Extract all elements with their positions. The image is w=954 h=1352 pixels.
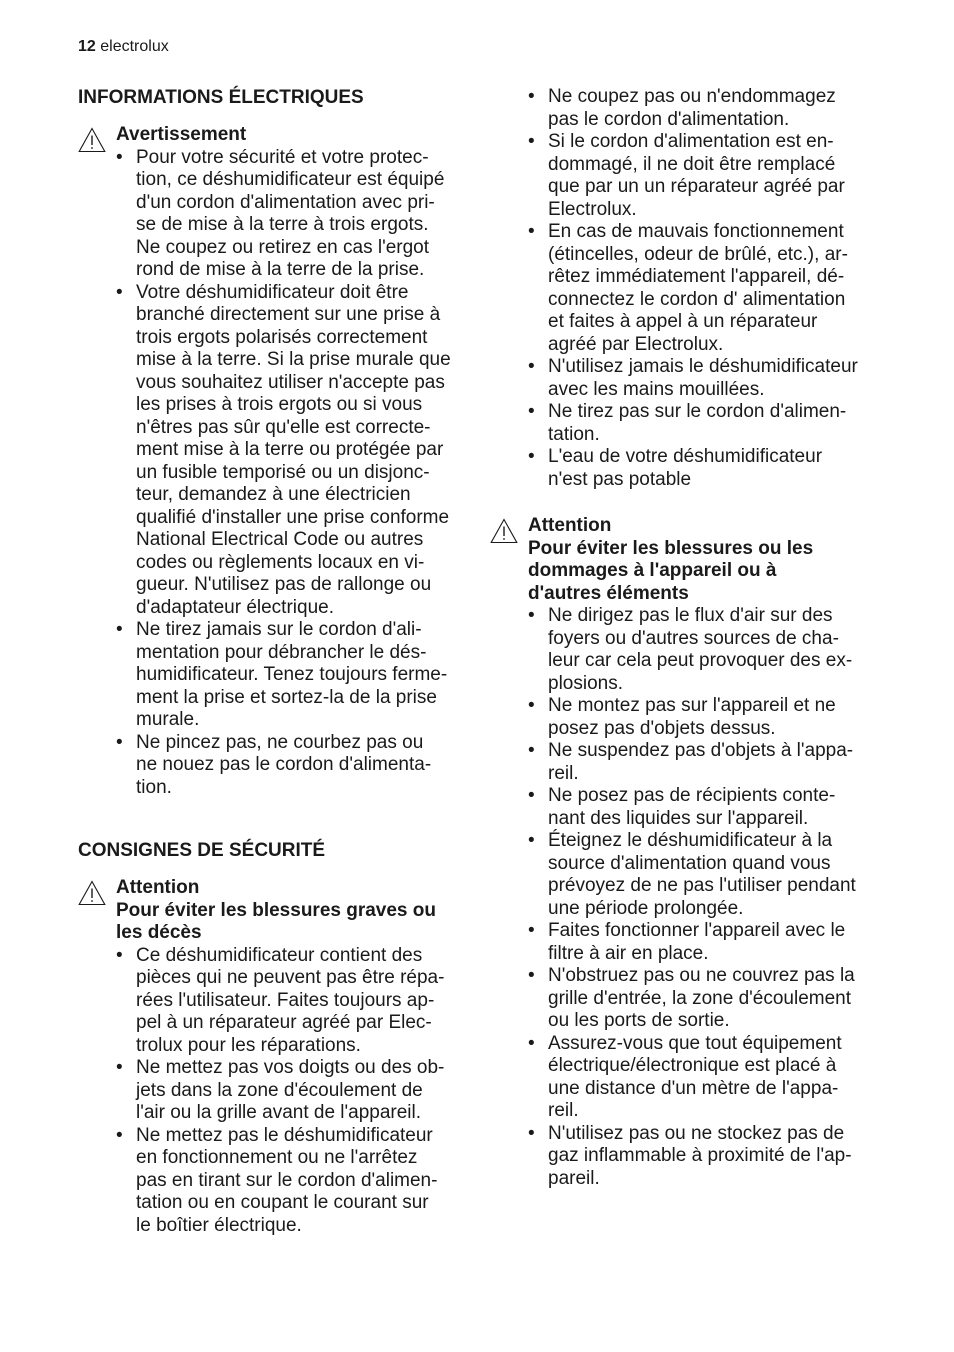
list-item: • Ne montez pas sur l'appareil et ne posez pas d'objets dessus. [528, 695, 880, 740]
bullet-list [528, 605, 880, 1190]
caution-notice [490, 515, 880, 1190]
left-column [78, 86, 466, 1237]
list-item: • Faites fonctionner l'appareil avec le filtre à air en place. [528, 920, 880, 965]
list-item: • Ne dirigez pas le flux d'air sur des foyers ou d'autres sources de cha- leur car cela peut provoquer des ex- plosions. [528, 605, 880, 695]
list-item: • Ne tirez jamais sur le cordon d'ali- mentation pour débrancher le dés- humidificateur. Tenez toujours ferme- ment la prise et sortez-la de la prise murale. [116, 619, 466, 732]
section-title-safety: CONSIGNES DE SÉCURITÉ [78, 840, 326, 861]
list-item: • Ne posez pas de récipients conte- nant des liquides sur l'appareil. [528, 785, 880, 830]
section-title-electrical: INFORMATIONS ÉLECTRIQUES [78, 87, 364, 108]
list-item: • N'utilisez pas ou ne stockez pas de gaz inflammable à proximité de l'ap- pareil. [528, 1123, 880, 1191]
warning-triangle-icon [78, 880, 106, 906]
list-item: • L'eau de votre déshumidificateur n'est pas potable [528, 446, 880, 491]
notice-title: Avertissement [116, 124, 247, 145]
list-item: • Ne mettez pas le déshumidificateur en fonctionnement ou ne l'arrêtez pas en tirant sur le cordon d'alimen- tation ou en coupant le courant sur le boîtier électrique. [116, 1125, 466, 1238]
list-item: • Ce déshumidificateur contient des pièces qui ne peuvent pas être répa- rées l'utilisateur. Faites toujours ap- pel à un réparateur agréé par Elec- trolux pour les réparations. [116, 945, 466, 1058]
notice-title: Attention [528, 515, 612, 536]
list-item: • Si le cordon d'alimentation est en- dommagé, il ne doit être remplacé que par un un réparateur agréé par Electrolux. [528, 131, 880, 221]
warning-triangle-icon [490, 518, 518, 544]
bullet-list [116, 945, 466, 1238]
list-item: • Ne coupez pas ou n'endommagez pas le cordon d'alimentation. [528, 86, 880, 131]
right-column [490, 86, 880, 1190]
brand-name: electrolux [100, 38, 169, 55]
list-item: • Ne tirez pas sur le cordon d'alimen- tation. [528, 401, 880, 446]
list-item: • Ne mettez pas vos doigts ou des ob- jets dans la zone d'écoulement de l'air ou la grille avant de l'appareil. [116, 1057, 466, 1125]
list-item: • N'obstruez pas ou ne couvrez pas la grille d'entrée, la zone d'écoulement ou les ports de sortie. [528, 965, 880, 1033]
list-item: • Ne pincez pas, ne courbez pas ou ne nouez pas le cordon d'alimenta- tion. [116, 732, 466, 800]
list-item: • Pour votre sécurité et votre protec- tion, ce déshumidificateur est équipé d'un cordon d'alimentation avec pri- se de mise à la terre à trois ergots. Ne coupez ou retirez en cas l'ergot rond de mise à la terre de la prise. [116, 147, 466, 282]
page-header [78, 37, 169, 57]
list-item: • En cas de mauvais fonctionnement (étincelles, odeur de brûlé, etc.), ar- rêtez immédiatement l'appareil, dé- connectez le cordon d' alimentation et faites à appel à un réparateur agréé par Electrolux. [528, 221, 880, 356]
caution-notice [78, 877, 466, 1237]
notice-subtitle: Pour éviter les blessures ou les dommages à l'appareil ou à d'autres éléments [528, 537, 814, 604]
list-item: • Votre déshumidificateur doit être branché directement sur une prise à trois ergots polarisés correctement mise à la terre. Si la prise murale que vous souhaitez utiliser n'accepte pas les prises à trois ergots ou si vous n'êtres pas sûr qu'elle est correcte- ment mise à la terre ou protégée par un fusible temporisé ou un disjonc- teur, demandez à une électricien qualifié d'installer une prise conforme National Electrical Code ou autres codes ou règlements locaux en vi- gueur. N'utilisez pas de rallonge ou d'adaptateur électrique. [116, 282, 466, 620]
bullet-list [490, 86, 880, 491]
warning-triangle-icon [78, 127, 106, 153]
notice-subtitle: Pour éviter les blessures graves ou les décès [116, 899, 436, 943]
notice-title: Attention [116, 877, 200, 898]
list-item: • Ne suspendez pas d'objets à l'appa- reil. [528, 740, 880, 785]
list-item: • Éteignez le déshumidificateur à la source d'alimentation quand vous prévoyez de ne pas l'utiliser pendant une période prolongée. [528, 830, 880, 920]
list-item: • Assurez-vous que tout équipement électrique/électronique est placé à une distance d'un mètre de l'appa- reil. [528, 1033, 880, 1123]
warning-notice [78, 124, 466, 799]
page-number: 12 [78, 38, 96, 55]
list-item: • N'utilisez jamais le déshumidificateur avec les mains mouillées. [528, 356, 880, 401]
bullet-list [116, 147, 466, 800]
